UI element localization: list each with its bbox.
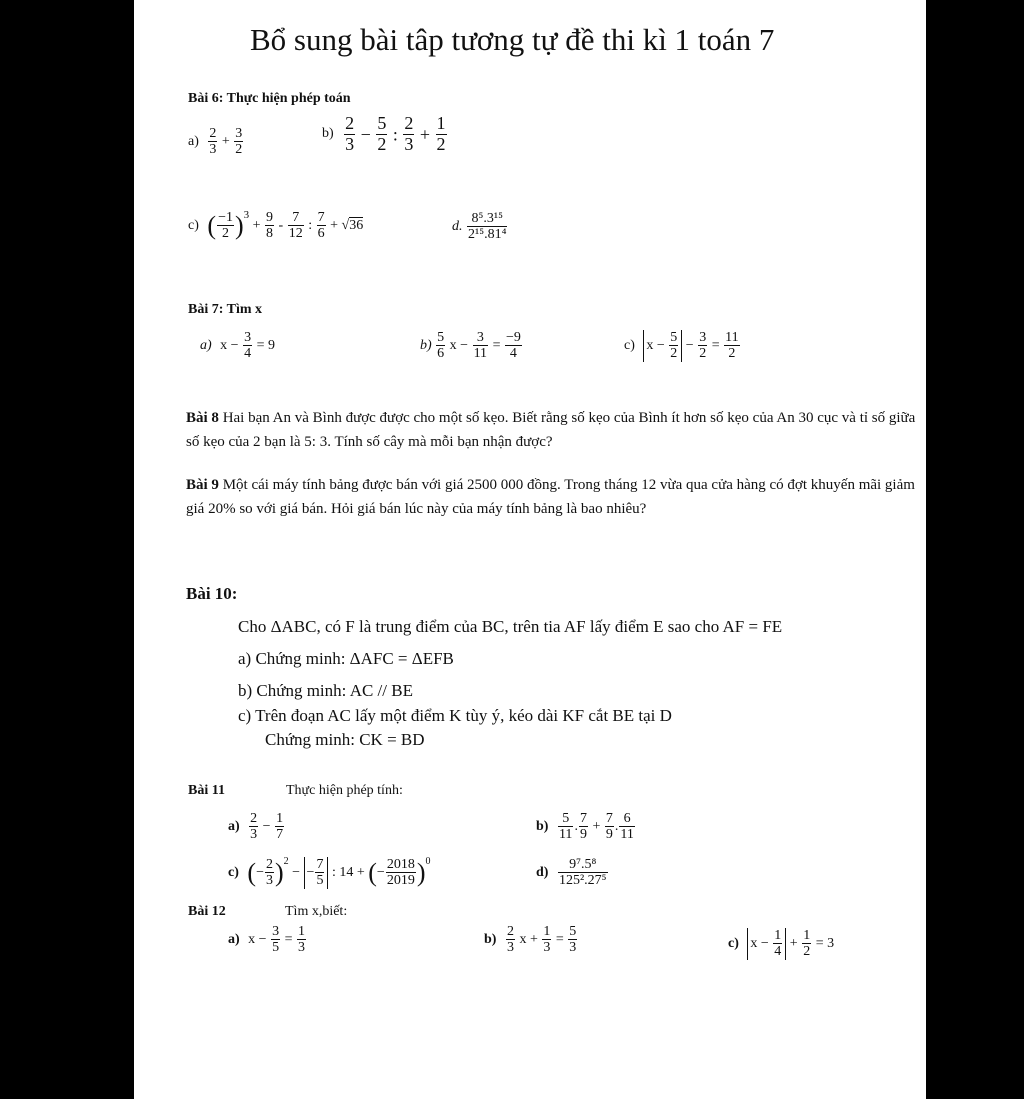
bai12-b: b) $\frac{2}{3}$ x + $\frac{1}{3}$ = $\frac{5}{3}$: [484, 924, 577, 956]
bai11-b: b) $\frac{5}{11}$ . $\frac{7}{9}$ + $\frac{7}{9}$ . $\frac{6}{11}$: [536, 811, 634, 843]
bai12-c: c) x − $\frac{1}{4}$ + $\frac{1}{2}$ = 3: [728, 928, 835, 960]
bai11-heading: Thực hiện phép tính:: [286, 783, 403, 798]
bai10-c-proof: Chứng minh: CK = BD: [265, 730, 425, 749]
bai9-paragraph: Bài 9 Một cái máy tính bảng được bán với giá 2500 000 đồng. Trong tháng 12 vừa qua cửa hàng có đợt khuyến mãi giảm giá 20% so với giá bán. Hỏi giá bán lúc này của máy tính bảng là bao nhiêu?: [186, 477, 915, 517]
bai6-c: c) ( $\frac{-1}{2}$ )$^3$ + $\frac{9}{8}$ - $\frac{7}{12}$ : $\frac{7}{6}$ + √36: [188, 209, 364, 242]
bai6-b: b) $\frac{2}{3}$ − $\frac{5}{2}$ : $\frac{2}{3}$ + $\frac{1}{2}$: [322, 113, 446, 154]
bai6-a: a) $\frac{2}{3}$ + $\frac{3}{2}$: [188, 126, 243, 158]
bai10-c: c) Trên đoạn AC lấy một điểm K tùy ý, kéo dài KF cắt BE tại D: [238, 706, 672, 725]
bai8-paragraph: Bài 8 Hai bạn An và Bình được được cho một số kẹo. Biết rằng số kẹo của Bình ít hơn số kẹo của An 30 cục và tỉ số giữa số kẹo của 2 bạn là 5: 3. Tính số cây mà mỗi bạn nhận được?: [186, 410, 916, 450]
bai12-a: a) x − $\frac{3}{5}$ = $\frac{1}{3}$: [228, 924, 305, 956]
bai6-heading: Bài 6: Thực hiện phép toán: [188, 91, 351, 106]
bai12-heading: Tìm x,biết:: [285, 904, 348, 919]
bai11-c: c) (− $\frac{2}{3}$ )$^2$ − − $\frac{7}{5}$ : 14 + (− $\frac{2018}{2019}$ )$^0$: [228, 856, 431, 889]
worksheet-page: [134, 0, 926, 1099]
bai10-b: b) Chứng minh: AC // BE: [238, 681, 413, 700]
bai12-label: Bài 12: [188, 904, 226, 919]
bai7-c: c) x − $\frac{5}{2}$ − $\frac{3}{2}$ = $\frac{11}{2}$: [624, 330, 739, 362]
page-title: Bổ sung bài tâp tương tự đề thi kì 1 toán 7: [250, 22, 775, 57]
bai7-heading: Bài 7: Tìm x: [188, 302, 263, 317]
bai7-b: b) $\frac{5}{6}$ x − $\frac{3}{11}$ = $\frac{-9}{4}$: [420, 330, 521, 362]
bai11-d: d) $\frac{\text{9⁷.5⁸}}{\text{125².27⁵}}$: [536, 857, 607, 889]
bai10-a: a) Chứng minh: ΔAFC = ΔEFB: [238, 649, 454, 668]
bai10-intro: Cho ΔABC, có F là trung điểm của BC, trên tia AF lấy điểm E sao cho AF = FE: [238, 617, 783, 636]
bai6-d: d. $\frac{\text{8⁵.3¹⁵}}{\text{2¹⁵.81⁴}}$: [452, 211, 507, 243]
bai11-label: Bài 11: [188, 783, 225, 798]
bai7-a: a) x − $\frac{3}{4}$ = 9: [200, 330, 275, 362]
bai11-a: a) $\frac{2}{3}$ − $\frac{1}{7}$: [228, 811, 284, 843]
sqrt-sign: √36: [341, 217, 364, 233]
bai10-heading: Bài 10:: [186, 584, 238, 603]
